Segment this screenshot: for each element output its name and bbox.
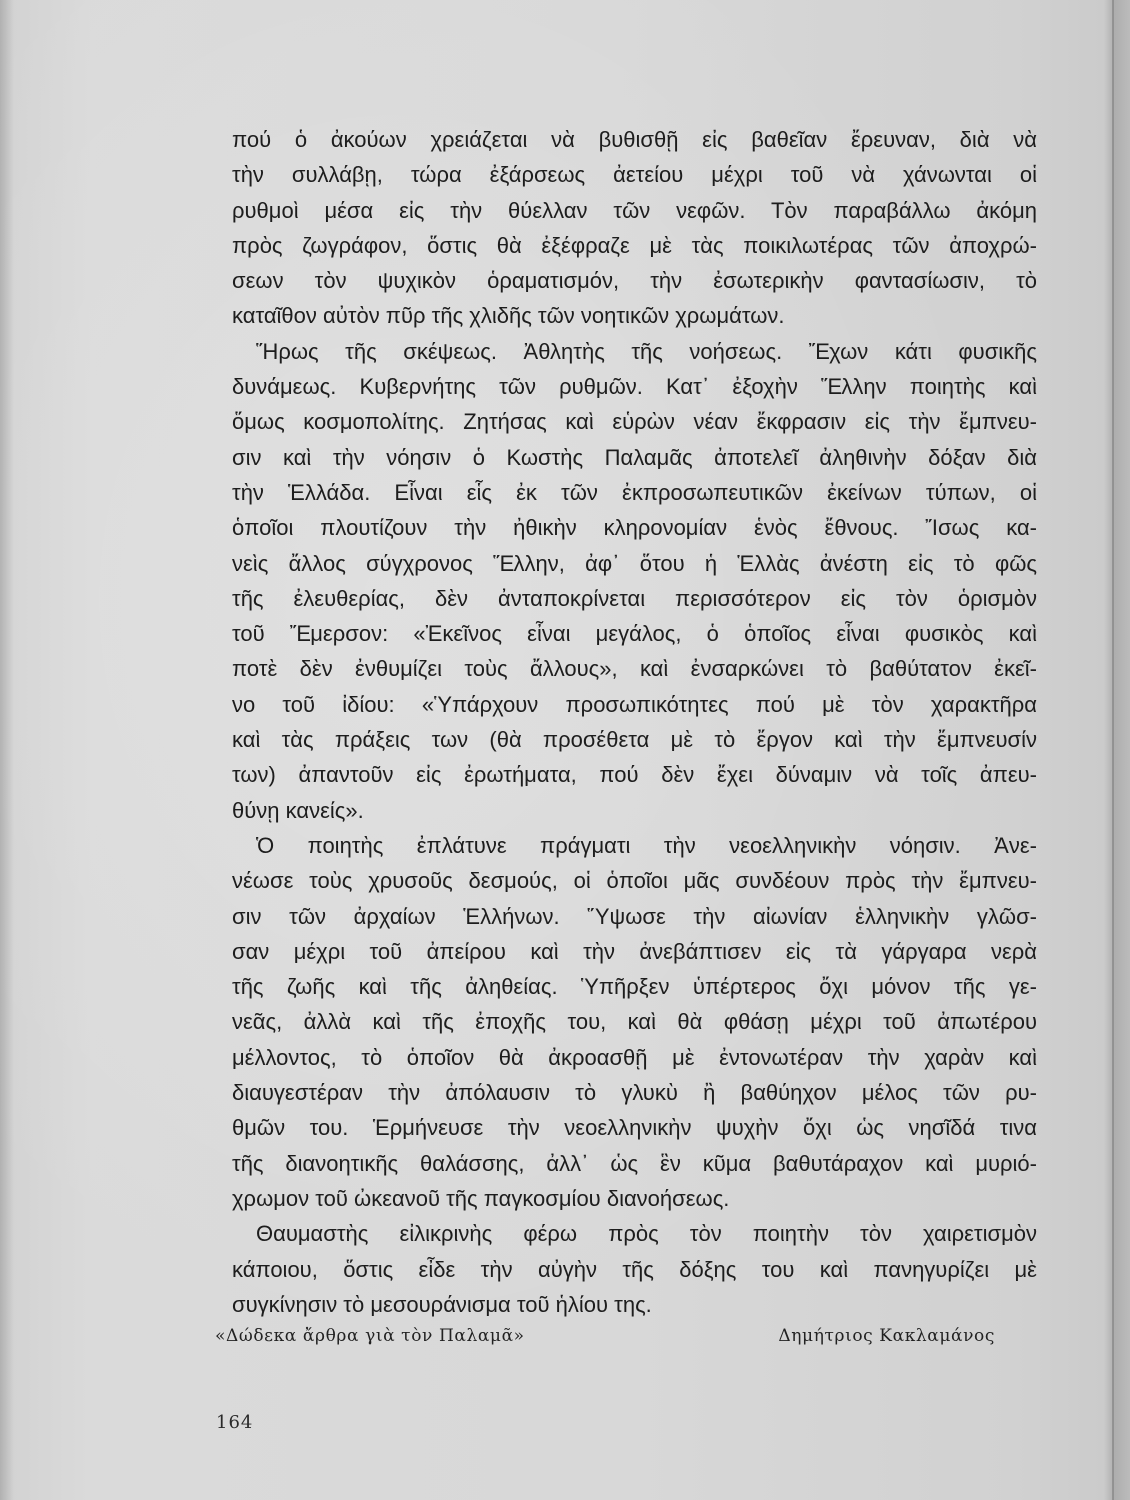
text-line: μέλλοντος, τὸ ὁποῖον θὰ ἀκροασθῇ μὲ ἐντονωτέραν τὴν χαρὰν καὶ	[232, 1044, 1037, 1070]
text-line: πρὸς ζωγράφον, ὅστις θὰ ἐξέφραζε μὲ τὰς ποικιλωτέρας τῶν ἀποχρώ-	[232, 232, 1037, 258]
text-line: χρωμον τοῦ ὠκεανοῦ τῆς παγκοσμίου διανοήσεως.	[232, 1185, 730, 1211]
page-left-edge-shadow	[0, 0, 14, 1500]
text-line: τῆς ἐλευθερίας, δὲν ἀνταποκρίνεται περισσότερον εἰς τὸν ὁρισμὸν	[232, 585, 1037, 611]
text-line: τὴν συλλάβῃ, τώρα ἐξάρσεως ἀετείου μέχρι τοῦ νὰ χάνωνται οἱ	[232, 162, 1037, 188]
text-line: σιν καὶ τὴν νόησιν ὁ Κωστὴς Παλαμᾶς ἀποτελεῖ ἀληθινὴν δόξαν διὰ	[232, 444, 1037, 470]
page-number: 164	[216, 1412, 254, 1433]
text-line: συγκίνησιν τὸ μεσουράνισμα τοῦ ἡλίου της.	[232, 1291, 652, 1317]
source-citation: «Δώδεκα ἄρθρα γιὰ τὸν Παλαμᾶ»	[215, 1326, 525, 1346]
text-line: Ἥρως τῆς σκέψεως. Ἀθλητὴς τῆς νοήσεως. Ἔχων κάτι φυσικῆς	[256, 338, 1037, 364]
text-line: Ὁ ποιητὴς ἐπλάτυνε πράγματι τὴν νεοελληνικὴν νόησιν. Ἀνε-	[256, 832, 1037, 858]
text-line: νεὶς ἄλλος σύγχρονος Ἕλλην, ἀφ᾽ ὅτου ἡ Ἑλλὰς ἀνέστη εἰς τὸ φῶς	[232, 550, 1037, 576]
text-line: θμῶν του. Ἑρμήνευσε τὴν νεοελληνικὴν ψυχὴν ὄχι ὡς νησῖδά τινα	[232, 1115, 1037, 1141]
text-line: ὁποῖοι πλουτίζουν τὴν ἠθικὴν κληρονομίαν ἑνὸς ἔθνους. Ἴσως κα-	[232, 515, 1037, 541]
page-gutter-line	[1112, 0, 1114, 1500]
text-line: σιν τῶν ἀρχαίων Ἑλλήνων. Ὕψωσε τὴν αἰωνίαν ἑλληνικὴν γλῶσ-	[232, 903, 1037, 929]
page-gutter-shadow	[1104, 0, 1130, 1500]
paragraph	[232, 1216, 1037, 1322]
text-line: τῆς διανοητικῆς θαλάσσης, ἀλλ᾽ ὡς ἓν κῦμα βαθυτάραχον καὶ μυριό-	[232, 1150, 1037, 1176]
paragraph	[232, 122, 1037, 334]
text-line: κάποιου, ὅστις εἶδε τὴν αὐγὴν τῆς δόξης του καὶ πανηγυρίζει μὲ	[232, 1256, 1037, 1282]
text-line: καὶ τὰς πράξεις των (θὰ προσέθετα μὲ τὸ ἔργον καὶ τὴν ἔμπνευσίν	[232, 727, 1037, 753]
text-line: καταῖθον αὐτὸν πῦρ τῆς χλιδῆς τῶν νοητικῶν χρωμάτων.	[232, 303, 785, 329]
text-line: ρυθμοὶ μέσα εἰς τὴν θύελλαν τῶν νεφῶν. Τὸν παραβάλλω ἀκόμη	[232, 197, 1037, 223]
text-line: θύνῃ κανείς».	[232, 797, 364, 823]
text-line: σεων τὸν ψυχικὸν ὁραματισμόν, τὴν ἐσωτερικὴν φαντασίωσιν, τὸ	[232, 268, 1037, 294]
paragraph	[232, 828, 1037, 1216]
text-line: δυνάμεως. Κυβερνήτης τῶν ρυθμῶν. Κατ᾽ ἐξοχὴν Ἕλλην ποιητὴς καὶ	[232, 374, 1037, 400]
text-line: πού ὁ ἀκούων χρειάζεται νὰ βυθισθῇ εἰς βαθεῖαν ἔρευναν, διὰ νὰ	[232, 127, 1037, 152]
text-line: Θαυμαστὴς εἰλικρινὴς φέρω πρὸς τὸν ποιητὴν τὸν χαιρετισμὸν	[256, 1221, 1037, 1247]
text-line: νεᾶς, ἀλλὰ καὶ τῆς ἐποχῆς του, καὶ θὰ φθάσῃ μέχρι τοῦ ἀπωτέρου	[232, 1009, 1037, 1035]
author-name: Δημήτριος Κακλαμάνος	[778, 1326, 995, 1346]
text-line: των) ἀπαντοῦν εἰς ἐρωτήματα, πού δὲν ἔχει δύναμιν νὰ τοῖς ἀπευ-	[232, 762, 1037, 788]
text-line: νέωσε τοὺς χρυσοῦς δεσμούς, οἱ ὁποῖοι μᾶς συνδέουν πρὸς τὴν ἔμπνευ-	[232, 868, 1037, 894]
text-line: τῆς ζωῆς καὶ τῆς ἀληθείας. Ὑπῆρξεν ὑπέρτερος ὄχι μόνον τῆς γε-	[232, 974, 1037, 1000]
text-line: ποτὲ δὲν ἐνθυμίζει τοὺς ἄλλους», καὶ ἐνσαρκώνει τὸ βαθύτατον ἐκεῖ-	[232, 656, 1037, 682]
body-text	[232, 122, 1037, 1322]
paragraph	[232, 334, 1037, 828]
text-line: διαυγεστέραν τὴν ἀπόλαυσιν τὸ γλυκὺ ἢ βαθύηχον μέλος τῶν ρυ-	[232, 1080, 1037, 1106]
text-line: τὴν Ἑλλάδα. Εἶναι εἷς ἐκ τῶν ἐκπροσωπευτικῶν ἐκείνων τύπων, οἱ	[232, 479, 1037, 505]
text-line: τοῦ Ἔμερσον: «Ἐκεῖνος εἶναι μεγάλος, ὁ ὁποῖος εἶναι φυσικὸς καὶ	[232, 621, 1037, 647]
text-line: ὅμως κοσμοπολίτης. Ζητήσας καὶ εὑρὼν νέαν ἔκφρασιν εἰς τὴν ἔμπνευ-	[232, 409, 1037, 435]
text-line: σαν μέχρι τοῦ ἀπείρου καὶ τὴν ἀνεβάπτισεν εἰς τὰ γάργαρα νερὰ	[232, 938, 1037, 964]
text-line: νο τοῦ ἰδίου: «Ὑπάρχουν προσωπικότητες πού μὲ τὸν χαρακτῆρα	[232, 691, 1037, 717]
